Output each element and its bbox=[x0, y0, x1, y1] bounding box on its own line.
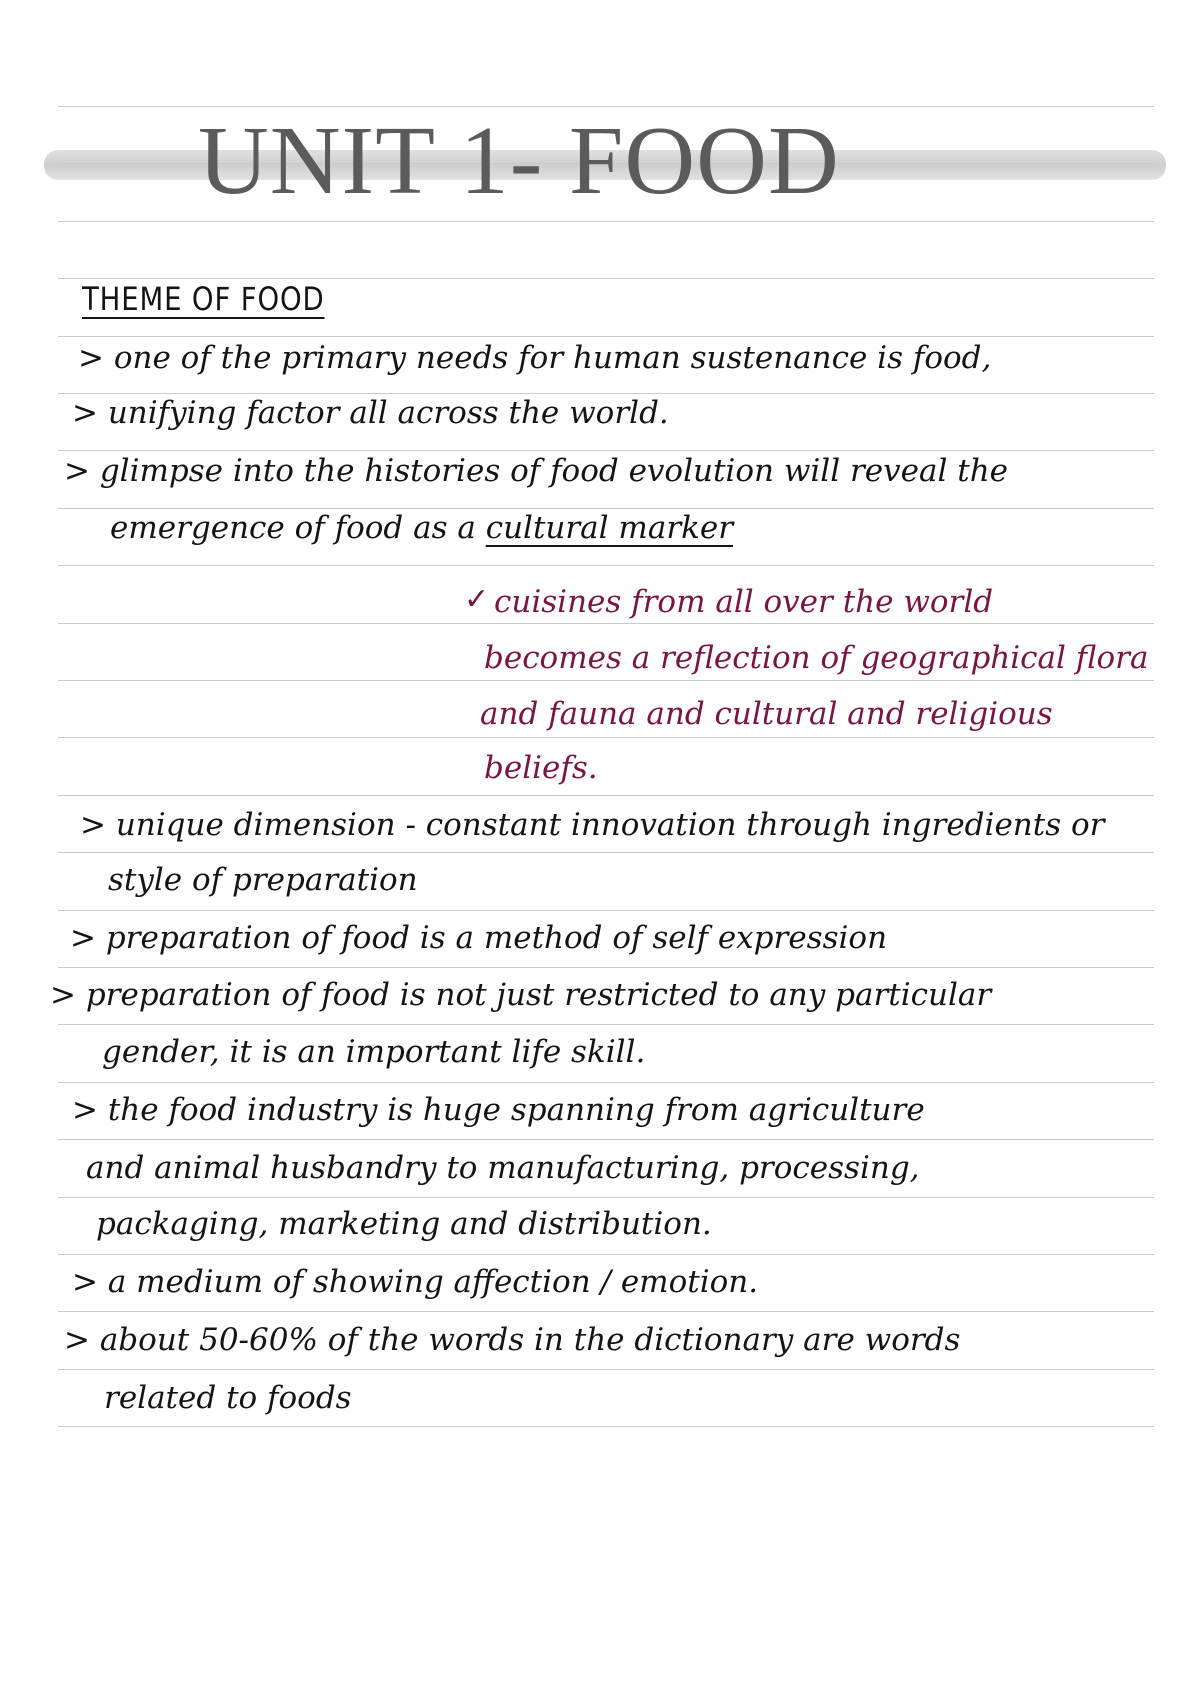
ruled-line bbox=[58, 1024, 1154, 1025]
note-line: > glimpse into the histories of food evolution will reveal the bbox=[64, 453, 1009, 489]
ruled-line bbox=[58, 852, 1154, 853]
note-line-continuation bbox=[110, 508, 733, 548]
note-line: > one of the primary needs for human sustenance is food, bbox=[78, 340, 992, 376]
section-heading-text: THEME OF FOOD bbox=[82, 280, 325, 318]
ruled-line bbox=[58, 680, 1154, 681]
ruled-line bbox=[58, 1426, 1154, 1427]
ruled-line bbox=[58, 623, 1154, 624]
page-title: UNIT 1- FOOD bbox=[198, 107, 840, 215]
note-line: > preparation of food is a method of self expression bbox=[70, 920, 888, 956]
ruled-line bbox=[58, 1254, 1154, 1255]
ruled-line bbox=[58, 278, 1154, 279]
section-heading bbox=[82, 280, 325, 318]
note-line: > the food industry is huge spanning from agriculture bbox=[72, 1092, 925, 1128]
note-line-continuation: gender, it is an important life skill. bbox=[102, 1034, 646, 1070]
ruled-line bbox=[58, 1369, 1154, 1370]
ruled-line bbox=[58, 565, 1154, 566]
note-line: > unifying factor all across the world. bbox=[72, 395, 669, 431]
ruled-line bbox=[58, 1311, 1154, 1312]
annotation-line: becomes a reflection of geographical flora bbox=[484, 640, 1149, 676]
note-text: emergence of food as a bbox=[110, 510, 476, 546]
underlined-term: cultural marker bbox=[485, 510, 734, 546]
ruled-line bbox=[58, 795, 1154, 796]
ruled-line bbox=[58, 1139, 1154, 1140]
ruled-line bbox=[58, 221, 1154, 222]
annotation-line: cuisines from all over the world bbox=[494, 584, 994, 620]
note-line: > a medium of showing affection / emotion. bbox=[72, 1264, 759, 1300]
note-line: > about 50-60% of the words in the dictionary are words bbox=[64, 1322, 961, 1358]
ruled-line bbox=[58, 737, 1154, 738]
note-line-continuation: related to foods bbox=[104, 1380, 352, 1416]
note-line-continuation: style of preparation bbox=[108, 862, 418, 898]
note-line-continuation: and animal husbandry to manufacturing, processing, bbox=[86, 1150, 920, 1186]
note-line: > unique dimension - constant innovation through ingredients or bbox=[80, 807, 1105, 843]
ruled-line bbox=[58, 336, 1154, 337]
ruled-line bbox=[58, 910, 1154, 911]
annotation-line: beliefs. bbox=[484, 750, 598, 786]
ruled-line bbox=[58, 1197, 1154, 1198]
note-line-continuation: packaging, marketing and distribution. bbox=[96, 1206, 712, 1242]
checkmark-icon: ✓ bbox=[464, 582, 490, 617]
ruled-line bbox=[58, 1082, 1154, 1083]
note-line: > preparation of food is not just restricted to any particular bbox=[50, 977, 992, 1013]
ruled-line bbox=[58, 967, 1154, 968]
annotation-line: and fauna and cultural and religious bbox=[480, 696, 1053, 732]
